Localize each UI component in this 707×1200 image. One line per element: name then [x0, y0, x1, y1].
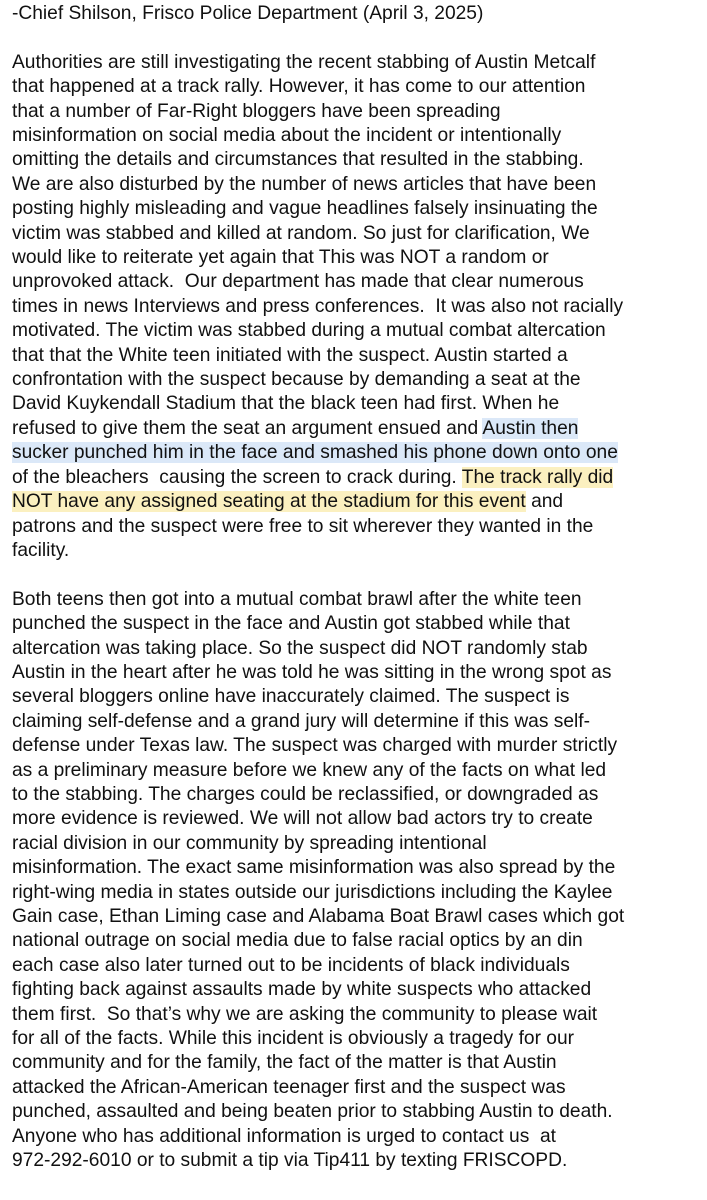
- yellow-highlighted-text: The track rally did NOT have any assigned seating at the stadium for this event: [12, 466, 614, 513]
- statement-header: -Chief Shilson, Frisco Police Department (April 3, 2025): [12, 3, 484, 24]
- paragraph-1-middle-text: of the bleachers causing the screen to crack during.: [12, 466, 457, 488]
- statement-document: [12, 2, 702, 1173]
- blue-highlighted-text: Austin then sucker punched him in the face and smashed his phone down onto one: [12, 417, 618, 464]
- statement-paragraph-1: [12, 51, 702, 564]
- paragraph-1-end-text: and patrons and the suspect were free to sit wherever they wanted in the facility.: [12, 491, 594, 561]
- statement-paragraph-2: Both teens then got into a mutual combat brawl after the white teen punched the suspect in the face and Austin got stabbed while that altercation was taking place. So the suspect did NOT randomly stab Austin in the heart after he was told he was sitting in the wrong spot as several bloggers online have inaccurately claimed. The suspect is claiming self-defense and a grand jury will determine if this was self- defense under Texas law. The suspect was charged with murder strictly as a preliminary measure before we knew any of the facts on what led to the stabbing. The charges could be reclassified, or downgraded as more evidence is reviewed. We will not allow bad actors try to create racial division in our community by spreading intentional misinformation. The exact same misinformation was also spread by the right-wing media in states outside our jurisdictions including the Kaylee Gain case, Ethan Liming case and Alabama Boat Brawl cases which got national outrage on social media due to false racial optics by an din each case also later turned out to be incidents of black individuals fighting back against assaults made by white suspects who attacked them first. So that’s why we are asking the community to please wait for all of the facts. While this incident is obviously a tragedy for our community and for the family, the fact of the matter is that Austin attacked the African-American teenager first and the suspect was punched, assaulted and being beaten prior to stabbing Austin to death. Anyone who has additional information is urged to contact us at 972-292-6010 or to submit a tip via Tip411 by texting FRISCOPD.: [12, 588, 625, 1172]
- paragraph-1-text: Authorities are still investigating the recent stabbing of Austin Metcalf that happened at a track rally. However, it has come to our attention that a number of Far-Right bloggers have been spreading misinformation on social media about the incident or intentionally omitting the details and circumstances that resulted in the stabbing. We are also disturbed by the number of news articles that have been posting highly misleading and vague headlines falsely insinuating the victim was stabbed and killed at random. So just for clarification, We would like to reiterate yet again that This was NOT a random or unprovoked attack. Our department has made that clear numerous times in news Interviews and press conferences. It was also not racially motivated. The victim was stabbed during a mutual combat altercation that that the White teen initiated with the suspect. Austin started a confrontation with the suspect because by demanding a seat at the David Kuykendall Stadium that the black teen had first. When he refused to give them the seat an argument ensued and: [12, 51, 624, 439]
